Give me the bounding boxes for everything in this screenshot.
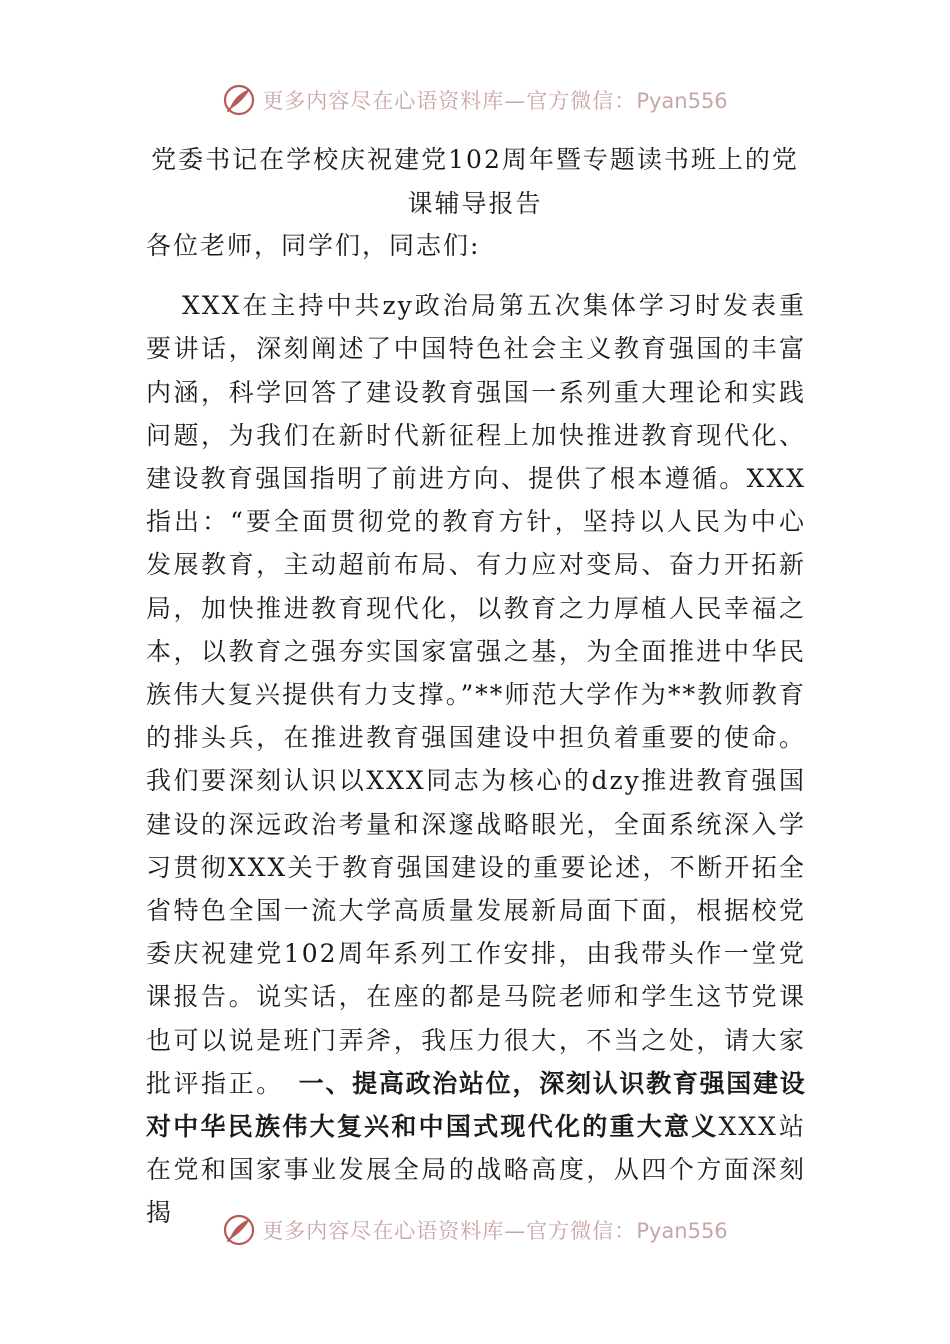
wechat-id: Pyan556 bbox=[636, 1219, 728, 1243]
paragraph-tail: XXX站在党和国家事业发展全局的战略高度，从四个方面深刻揭 bbox=[146, 1112, 806, 1228]
paragraph-lead: XXX在主持中共zy政治局第五次集体学习时发表重要讲话，深刻阐述了中国特色社会主义教育强国的丰富内涵，科学回答了建设教育强国一系列重大理论和实践问题，为我们在新时代新征程上加快推进教育现代化、建设教育强国指明了前进方向、提供了根本遵循。XXX指出：“要全面贯彻党的教育方针，坚持以人民为中心发展教育，主动超前布局、有力应对变局、奋力开拓新局，加快推进教育现代化，以教育之力厚植人民幸福之本，以教育之强夯实国家富强之基，为全面推进中华民族伟大复兴提供有力支撑。”**师范大学作为**教师教育的排头兵，在推进教育强国建设中担负着重要的使命。我们要深刻认识以XXX同志为核心的dzy推进教育强国建设的深远政治考量和深邃战略眼光，全面系统深入学习贯彻XXX关于教育强国建设的重要论述，不断开拓全省特色全国一流大学高质量发展新局面下面，根据校党委庆祝建党102周年系列工作安排，由我带头作一堂党课报告。说实话，在座的都是马院老师和学生这节党课也可以说是班门弄斧，我压力很大，不当之处，请大家批评指正。 bbox=[146, 291, 806, 1098]
body-paragraph bbox=[146, 284, 806, 1234]
salutation: 各位老师，同学们，同志们: bbox=[146, 231, 481, 260]
watermark-text: 更多内容尽在心语资料库—官方微信：Pyan556 bbox=[262, 1219, 728, 1243]
wechat-id: Pyan556 bbox=[636, 89, 728, 113]
header-watermark bbox=[0, 80, 950, 120]
section-heading: 一、提高政治站位，深刻认识教育强国建设对中华民族伟大复兴和中国式现代化的重大意义 bbox=[146, 1068, 806, 1142]
document-title: 党委书记在学校庆祝建党102周年暨专题读书班上的党课辅导报告 bbox=[151, 145, 799, 218]
document-body bbox=[146, 224, 806, 1235]
watermark-text: 更多内容尽在心语资料库—官方微信：Pyan556 bbox=[262, 89, 728, 113]
quill-logo-icon bbox=[222, 1213, 256, 1247]
quill-logo-icon bbox=[222, 83, 256, 117]
footer-watermark bbox=[0, 1210, 950, 1250]
